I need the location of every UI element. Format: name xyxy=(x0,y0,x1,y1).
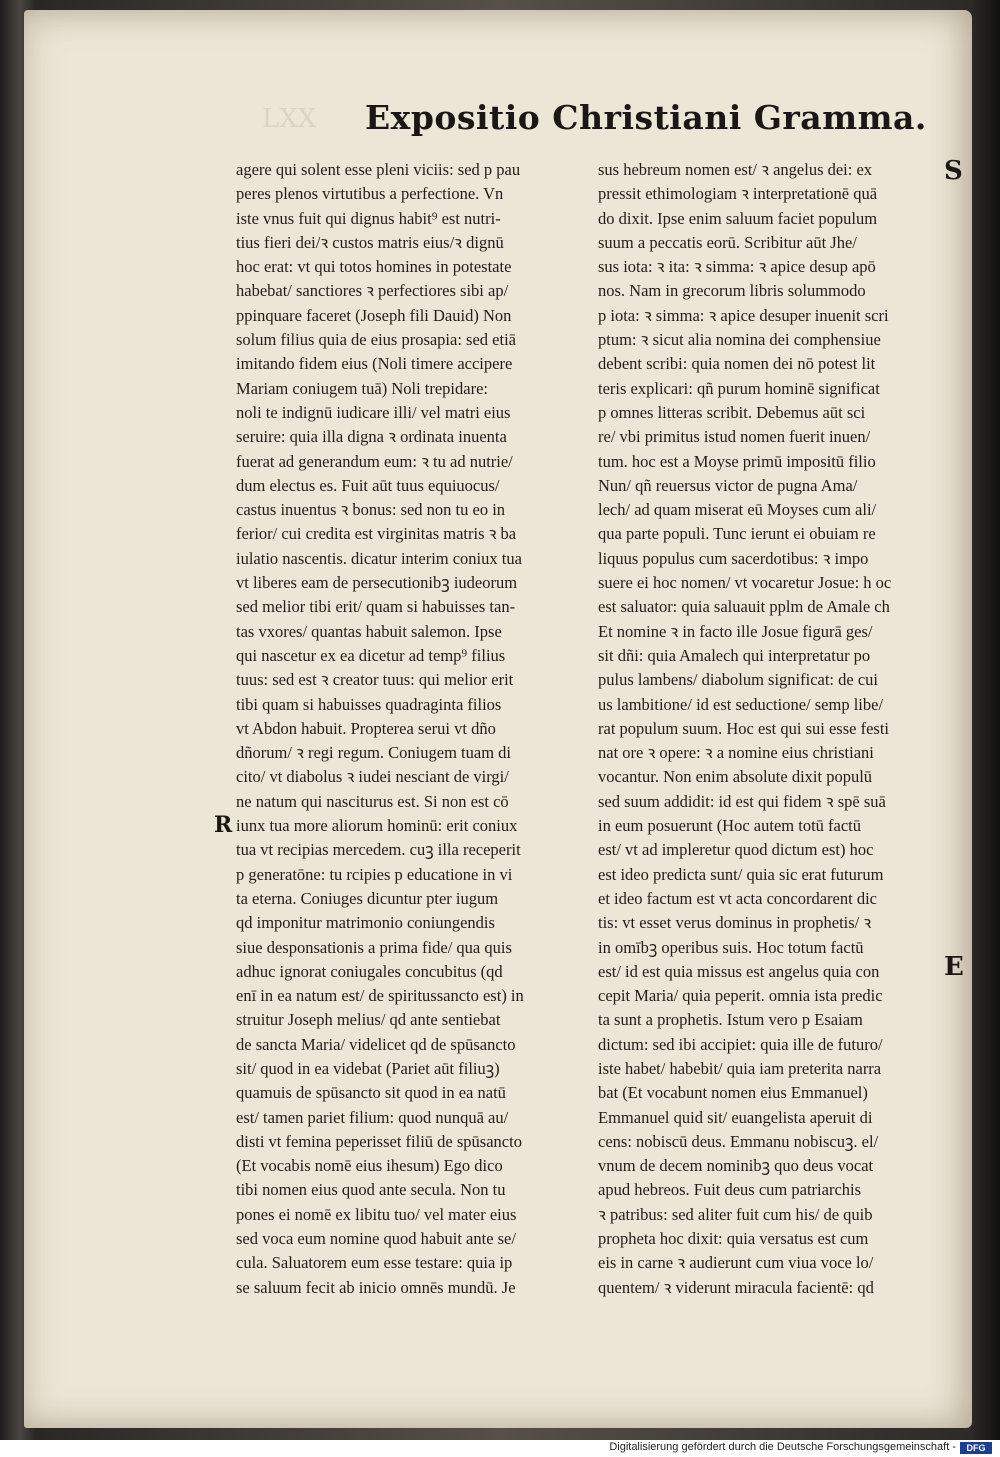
text-line: suere ei hoc nomen/ vt vocaretur Josue: h oc xyxy=(598,573,892,593)
text-line: adhuc ignorat coniugales concubitus (qd xyxy=(236,961,503,981)
text-line: pulus lambens/ diabolum significat: de cui xyxy=(598,670,878,690)
text-line: tibi quam si habuisses quadraginta filios xyxy=(236,694,502,714)
text-line: quamuis de spūsancto sit quod in ea natū xyxy=(236,1083,506,1103)
text-line: disti vt femina peperisset filiū de spūsancto xyxy=(236,1131,522,1151)
running-header: Expositio Christiani Gramma. xyxy=(365,98,927,137)
text-line: nat ore ꝛ opere: ꝛ a nomine eius christiani xyxy=(598,743,874,763)
text-line: ppinquare faceret (Joseph fili Dauid) Non xyxy=(236,305,512,325)
text-line: agere qui solent esse pleni viciis: sed p pau xyxy=(236,160,521,179)
right-text-column xyxy=(598,158,938,1300)
text-line: enī in ea natum est/ de spiritussancto est) in xyxy=(236,986,524,1006)
text-line: ꝛ patribus: sed aliter fuit cum his/ de quib xyxy=(598,1204,873,1224)
left-text-column xyxy=(236,158,582,1300)
text-line: est saluator: quia saluauit pplm de Amale ch xyxy=(598,597,890,617)
text-line: tibi nomen eius quod ante secula. Non tu xyxy=(236,1180,506,1200)
text-line: cepit Maria/ quia peperit. omnia ista predic xyxy=(598,986,883,1006)
text-line: rat populum suum. Hoc est qui sui esse festi xyxy=(598,718,890,738)
text-line: tas vxores/ quantas habuit salemon. Ipse xyxy=(236,621,502,641)
text-line: est/ id est quia missus est angelus quia con xyxy=(598,961,880,981)
text-line: iulatio nascentis. dicatur interim coniux tua xyxy=(236,548,522,568)
text-line: p iota: ꝛ simma: ꝛ apice desuper inuenit scri xyxy=(598,305,889,325)
text-line: sed voca eum nomine quod habuit ante se/ xyxy=(236,1229,516,1249)
text-line: sit/ quod in ea videbat (Pariet aūt filiuꝫ) xyxy=(236,1058,500,1078)
text-line: ferior/ cui credita est virginitas matris ꝛ ba xyxy=(236,524,517,544)
text-line: se saluum fecit ab inicio omnēs mundū. Je xyxy=(236,1277,516,1297)
text-line: pressit ethimologiam ꝛ interpretationē quā xyxy=(598,184,878,204)
text-line: et ideo factum est vt acta concordarent dic xyxy=(598,888,877,908)
text-line: dum electus es. Fuit aūt tuus equiuocus/ xyxy=(236,475,500,495)
text-line: ptum: ꝛ sicut alia nomina dei comphensiue xyxy=(598,330,881,350)
text-line: hoc erat: vt qui totos homines in potestate xyxy=(236,257,512,277)
faint-folio-number: LXX xyxy=(262,104,317,134)
text-line: struitur Joseph melius/ qd ante sentiebat xyxy=(236,1010,501,1030)
text-line: ta sunt a prophetis. Istum vero p Esaiam xyxy=(598,1010,863,1030)
text-line: cito/ vt diabolus ꝛ iudei nesciant de virgi/ xyxy=(236,767,509,787)
text-line: Mariam coniugem tuā) Noli trepidare: xyxy=(236,378,488,398)
text-line: qua parte populi. Tunc ierunt ei obuiam re xyxy=(598,524,876,544)
text-line: vocantur. Non enim absolute dixit populū xyxy=(598,767,873,787)
text-line: noli te indignū iudicare illi/ vel matri eius xyxy=(236,402,511,422)
text-line: peres plenos virtutibus a perfectione. Vn xyxy=(236,184,504,204)
text-line: do dixit. Ipse enim saluum faciet populum xyxy=(598,208,878,228)
text-line: dictum: sed ibi accipiet: quia ille de futuro/ xyxy=(598,1034,883,1054)
marginal-letter-s: S xyxy=(944,156,963,186)
text-line: Emmanuel quid sit/ euangelista aperuit di xyxy=(598,1107,873,1127)
text-line: eis in carne ꝛ audierunt cum viua voce lo/ xyxy=(598,1253,874,1273)
text-line: in omībꝫ operibus suis. Hoc totum factū xyxy=(598,937,864,957)
text-line: suum a peccatis eorū. Scribitur aūt Jhe/ xyxy=(598,232,857,252)
text-line: bat (Et vocabunt nomen eius Emmanuel) xyxy=(598,1083,868,1103)
text-line: Nun/ qñ reuersus victor de pugna Ama/ xyxy=(598,475,858,495)
text-line: propheta hoc dixit: quia versatus est cum xyxy=(598,1229,869,1249)
text-line: vt liberes eam de persecutionibꝫ iudeorum xyxy=(236,573,518,593)
text-line: iunx tua more aliorum hominū: erit coniux xyxy=(236,816,518,836)
text-line: tuus: sed est ꝛ creator tuus: qui melior erit xyxy=(236,670,514,690)
text-line: in eum posuerunt (Hoc autem totū factū xyxy=(598,816,862,836)
text-line: nos. Nam in grecorum libris solummodo xyxy=(598,281,866,301)
text-line: sus iota: ꝛ ita: ꝛ simma: ꝛ apice desup apō xyxy=(598,257,876,277)
text-line: apud hebreos. Fuit deus cum patriarchis xyxy=(598,1180,862,1200)
text-line: solum filius quia de eius prosapia: sed etiā xyxy=(236,330,516,350)
text-line: sit dñi: quia Amalech qui interpretatur po xyxy=(598,645,871,665)
text-line: est/ vt ad impleretur quod dictum est) hoc xyxy=(598,840,874,860)
text-line: sus hebreum nomen est/ ꝛ angelus dei: ex xyxy=(598,160,873,179)
text-line: (Et vocabis nomē eius ihesum) Ego dico xyxy=(236,1156,503,1176)
dfg-logo: DFG xyxy=(960,1442,992,1454)
text-line: pones ei nomē ex libitu tuo/ vel mater eius xyxy=(236,1204,517,1224)
text-line: us lambitione/ id est seductione/ semp libe/ xyxy=(598,694,884,714)
text-line: Et nomine ꝛ in facto ille Josue figurā ges/ xyxy=(598,621,873,641)
text-line: teris explicari: qñ purum hominē significat xyxy=(598,378,880,398)
text-line: ta eterna. Coniuges dicuntur pter iugum xyxy=(236,888,499,908)
text-line: qui nascetur ex ea dicetur ad temp⁹ filius xyxy=(236,645,506,665)
text-line: qd imponitur matrimonio coniungendis xyxy=(236,913,495,933)
text-line: lech/ ad quam miserat eū Moyses cum ali/ xyxy=(598,500,877,520)
text-line: tius fieri dei/ꝛ custos matris eius/ꝛ dignū xyxy=(236,232,504,252)
text-line: quentem/ ꝛ viderunt miracula facientē: qd xyxy=(598,1277,874,1297)
text-line: liquus populus cum sacerdotibus: ꝛ impo xyxy=(598,548,869,568)
text-line: debent scribi: quia nomen dei nō potest lit xyxy=(598,354,876,374)
text-line: seruire: quia illa digna ꝛ ordinata inuenta xyxy=(236,427,507,447)
marginal-letter-e: E xyxy=(944,952,964,982)
text-line: dñorum/ ꝛ regi regum. Coniugem tuam di xyxy=(236,743,511,763)
text-line: sed suum addidit: id est qui fidem ꝛ spē suā xyxy=(598,791,886,811)
text-line: ne natum qui nasciturus est. Si non est cō xyxy=(236,791,509,811)
text-line: tum. hoc est a Moyse primū impositū filio xyxy=(598,451,876,471)
text-line: sed melior tibi erit/ quam si habuisses tan- xyxy=(236,597,516,617)
text-line: p generatōne: tu rcipies p educatione in vi xyxy=(236,864,513,884)
text-line: iste vnus fuit qui dignus habit⁹ est nutri- xyxy=(236,208,501,228)
text-line: iste habet/ habebit/ quia iam preterita narra xyxy=(598,1058,882,1078)
digitization-credit: Digitalisierung gefördert durch die Deutsche Forschungsgemeinschaft - xyxy=(609,1441,956,1453)
text-line: cula. Saluatorem eum esse testare: quia ip xyxy=(236,1253,513,1273)
text-line: imitando fidem eius (Noli timere accipere xyxy=(236,354,513,374)
marginal-letter-r: R xyxy=(214,812,233,838)
text-line: re/ vbi primitus istud nomen fuerit inuen/ xyxy=(598,427,871,447)
text-line: cens: nobiscū deus. Emmanu nobiscuꝫ. el/ xyxy=(598,1131,879,1151)
text-line: castus inuentus ꝛ bonus: sed non tu eo in xyxy=(236,500,506,520)
text-line: de sancta Maria/ videlicet qd de spūsancto xyxy=(236,1034,516,1054)
text-line: est/ tamen pariet filium: quod nunquā au/ xyxy=(236,1107,509,1127)
text-line: tis: vt esset verus dominus in prophetis/ ꝛ xyxy=(598,913,872,933)
text-line: siue desponsationis a prima fide/ qua quis xyxy=(236,937,512,957)
text-line: tua vt recipias mercedem. cuꝫ illa receperit xyxy=(236,840,521,860)
text-line: vt Abdon habuit. Propterea serui vt dño xyxy=(236,718,496,738)
text-line: habebat/ sanctiores ꝛ perfectiores sibi ap/ xyxy=(236,281,509,301)
text-line: p omnes litteras scribit. Debemus aūt sci xyxy=(598,402,866,422)
text-line: est ideo predicta sunt/ quia sic erat futurum xyxy=(598,864,884,884)
text-line: vnum de decem nominibꝫ quo deus vocat xyxy=(598,1156,874,1176)
text-line: fuerat ad generandum eum: ꝛ tu ad nutrie/ xyxy=(236,451,513,471)
